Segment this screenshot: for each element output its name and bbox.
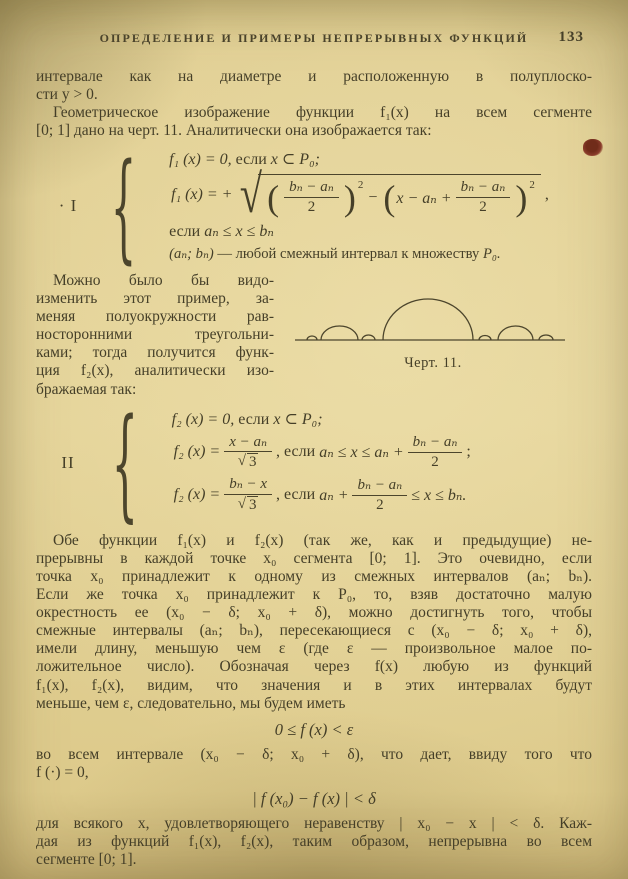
paragraph-diameter xyxy=(36,68,592,104)
paragraph-continuity xyxy=(36,532,592,713)
figure-semicircles xyxy=(290,296,576,344)
text-line: интервале как на диаметре и расположенную в полуплоско- xyxy=(36,68,592,85)
text-line: дая из функций f₁(x), f₂(x), таким образом, непрерывна во всем xyxy=(36,833,592,851)
eq2-condition: aₙ + xyxy=(319,487,349,505)
semicircle-tiny xyxy=(362,335,375,340)
radical-expression: √ ( $\frac{\text{bₙ − aₙ}}{2}$ ) 2 − ( x − aₙ + $\frac{\text{bₙ − aₙ}}{2}$ ) 2 xyxy=(236,174,540,216)
fraction: x − aₙ √ 3 xyxy=(224,434,272,472)
text-run: f₂ (x) = 0, xyxy=(171,410,235,428)
eq1-line2 xyxy=(169,164,592,225)
text-line: носторонними треугольни- xyxy=(36,326,274,344)
text-line: [0; 1] дано на черт. 11. Аналитически она изображается так: xyxy=(36,122,432,140)
system-1-brace: { xyxy=(110,136,137,275)
text-line: Если же точка x₀ принадлежит к P₀, то, взяв достаточно малую xyxy=(36,586,592,604)
text-line: точка x₀ принадлежит к одному из смежных интервалов (aₙ; bₙ). xyxy=(36,568,592,585)
fraction: bₙ − x √ 3 xyxy=(224,476,272,514)
text-run: aₙ ≤ x ≤ bₙ xyxy=(204,222,274,240)
fraction: $\frac{\text{bₙ − aₙ}}{2}$ xyxy=(456,179,511,216)
separator: , если xyxy=(276,443,316,461)
text-run: P₀. xyxy=(483,245,501,262)
semicircle-large xyxy=(383,299,473,340)
text-run: если xyxy=(234,410,274,428)
system-2-lines xyxy=(172,407,592,519)
eq2-lhs: f₂ (x) = xyxy=(173,486,221,504)
text-line: для всякого x, удовлетворяющего неравенству | x₀ − x | < δ. Каж- xyxy=(36,814,592,832)
paragraph-interval xyxy=(36,746,592,782)
semicircle-tiny xyxy=(479,335,491,340)
semicircle-tiny xyxy=(539,335,553,340)
semicolon: ; xyxy=(466,443,471,461)
eq2-lhs: f₂ (x) = xyxy=(173,443,221,461)
equation-system-2 xyxy=(50,391,592,534)
text-line: прерывны в каждой точке x₀ сегмента [0; 1]. Это очевидно, если xyxy=(36,549,592,567)
text-line: сегменте [0; 1]. xyxy=(36,851,137,869)
text-line: сти y > 0. xyxy=(36,86,98,104)
paragraph-conclusion xyxy=(36,815,592,869)
fraction: $\frac{\text{bₙ − aₙ}}{2}$ xyxy=(408,434,463,471)
text-line: изменить этот пример, за- xyxy=(36,290,274,308)
semicircle-small xyxy=(321,326,358,340)
system-1-label: · I xyxy=(58,196,78,216)
eq1-middle-term: x − aₙ + xyxy=(396,189,452,207)
page-number: 133 xyxy=(558,29,584,45)
page-header xyxy=(36,31,592,47)
system-2-label: II xyxy=(61,452,75,472)
eq2-line3 xyxy=(172,476,592,514)
running-title: ОПРЕДЕЛЕНИЕ И ПРИМЕРЫ НЕПРЕРЫВНЫХ ФУНКЦИЙ xyxy=(99,31,529,45)
text-run: если xyxy=(169,222,205,240)
text-run: x ⊂ P₀; xyxy=(273,410,323,428)
text-run: x ⊂ P₀; xyxy=(270,151,320,169)
equation-system-1 xyxy=(50,136,592,275)
comma: , xyxy=(544,186,549,204)
semicircle-medium xyxy=(498,326,533,340)
eq2-line1 xyxy=(172,409,592,429)
formula-difference-bound: | f (x₀) − f (x) | < δ xyxy=(252,788,376,808)
figure-block xyxy=(274,272,592,399)
text-run: — любой смежный интервал к множеству xyxy=(213,245,483,262)
text-line: Обе функции f₁(x) и f₂(x) (так же, как и предыдущие) не- xyxy=(53,531,592,549)
text-line: меняя полуокружности рав- xyxy=(36,308,274,326)
radicand: ( $\frac{\text{bₙ − aₙ}}{2}$ ) 2 − ( x − aₙ + $\frac{\text{bₙ − aₙ}}{2}$ ) 2 xyxy=(258,174,541,216)
paragraph-modify-example xyxy=(36,272,274,399)
text-line: ложительное число). Обозначая через f(x) любую из функций xyxy=(36,658,592,676)
text-run: если xyxy=(231,151,271,169)
page-content xyxy=(36,0,592,869)
text-line: Можно было бы видо- xyxy=(53,271,274,289)
system-2-brace: { xyxy=(111,391,139,534)
text-line: во всем интервале (x₀ − δ; x₀ + δ), что дает, ввиду того что xyxy=(36,745,592,763)
paragraph-geometric xyxy=(36,104,592,140)
separator: , если xyxy=(276,486,316,504)
text-line: f₁(x), f₂(x), видим, что значения и в этих интервалах будут xyxy=(36,676,592,694)
text-line: смежные интервалы (aₙ; bₙ), пересекающиеся с (x₀ − δ; x₀ + δ), xyxy=(36,622,592,640)
text-line: бражаемая так: xyxy=(36,380,137,398)
text-line: ками; тогда получится функ- xyxy=(36,344,274,362)
text-line: Геометрическое изображение функции f₁(x) на всем сегменте xyxy=(53,104,592,122)
eq2-line2 xyxy=(172,434,592,472)
fraction: $\frac{\text{bₙ − aₙ}}{2}$ xyxy=(352,477,407,514)
text-and-figure-row xyxy=(36,272,592,399)
eq1-line3 xyxy=(169,221,592,241)
eq2-condition-tail: ≤ x ≤ bₙ. xyxy=(411,487,467,505)
text-run: f₁ (x) = 0, xyxy=(169,151,232,169)
minus-sign: − xyxy=(368,188,378,206)
formula-epsilon-bound: 0 ≤ f (x) < ε xyxy=(274,719,354,739)
text-line: окрестность ее (x₀ − δ; x₀ + δ), можно достигнуть того, чтобы xyxy=(36,604,592,622)
eq2-condition: aₙ ≤ x ≤ aₙ + xyxy=(319,444,404,462)
exponent: 2 xyxy=(529,178,535,191)
eq1-line1 xyxy=(169,149,592,169)
text-line: имели длину, меньшую чем ε (где ε — произвольное малое по- xyxy=(36,640,592,658)
radical-icon: √ xyxy=(237,496,246,513)
fraction: $\frac{\text{bₙ − aₙ}}{2}$ xyxy=(284,179,339,216)
text-line: ция f₂(x), аналитически изо- xyxy=(36,362,274,380)
text-run: (aₙ; bₙ) xyxy=(169,245,214,262)
eq1-line4 xyxy=(169,245,592,263)
system-1-lines xyxy=(169,147,592,265)
exponent: 2 xyxy=(357,178,364,191)
eq1-lhs: f₁ (x) = + xyxy=(171,186,233,204)
text-line: f (·) = 0, xyxy=(36,763,89,781)
text-line: меньше, чем ε, следовательно, мы будем иметь xyxy=(36,694,346,712)
figure-caption: Черт. 11. xyxy=(404,354,462,371)
radical-icon: √ xyxy=(237,453,246,470)
